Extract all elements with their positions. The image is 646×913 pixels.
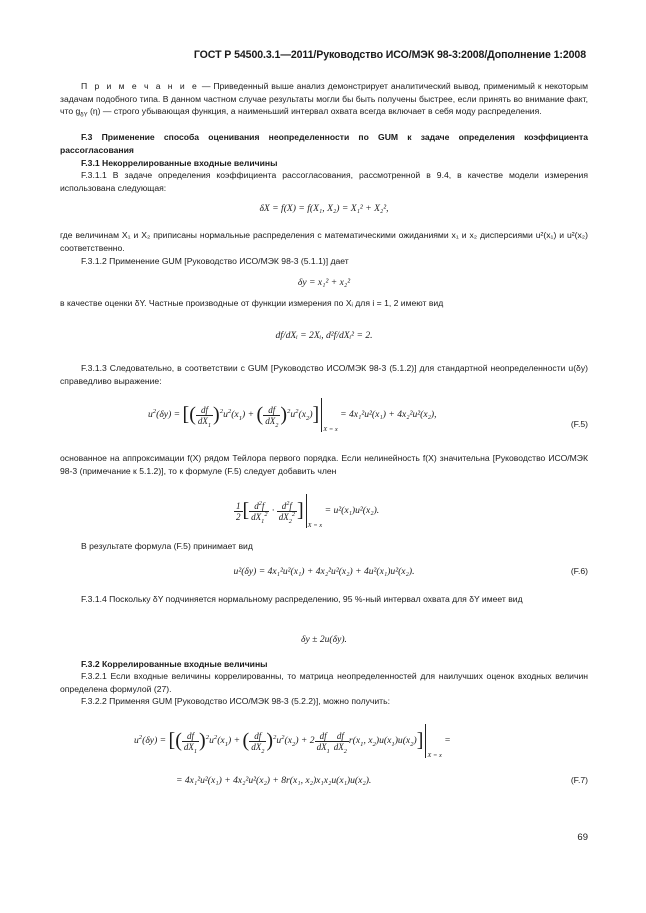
note-paragraph [60,80,588,118]
paragraph-f313-based: основанное на аппроксимации f(X) рядом Тейлора первого порядка. Если нелинейность f(X) значительна [Руководство ИСО/МЭК 98-3 (примечание к 5.1.2)], то к формуле (F.5) следует добавить член [60,453,588,476]
equation-f7-line2: = 4x₁²u²(x₁) + 4x₂²u²(x₂) + 8r(x₁, x₂)x₁x₂u(x₁)u(x₂). [176,775,372,786]
equation-estimate: δy = x₁² + x₂² [297,277,351,288]
paragraph-f321: F.3.2.1 Если входные величины коррелированны, то матрица неопределенностей для наилучших оценок входных величин определена формулой (27). [60,671,588,694]
section-f32-title: F.3.2 Коррелированные входные величины [81,659,268,669]
equation-interval: δy ± 2u(δy). [301,634,347,645]
equation-number-f6: (F.6) [570,566,588,576]
paragraph-f322: F.3.2.2 Применяя GUM [Руководство ИСО/МЭК 98-3 (5.2.2)], можно получить: [81,696,390,706]
equation-number-f5: (F.5) [570,419,588,429]
paragraph-f314: F.3.1.4 Поскольку δY подчиняется нормальному распределению, 95 %-ный интервал охвата для δY имеет вид [81,594,523,604]
equation-f7-line1: $u^2(\delta y)$ = [( $\frac{df}{dX_1}$ )$^2u^2(x_1)$ + ( $\frac{df}{dX_2}$ )$^2u^2(x_2) + 2$ $\frac{df}{dX_1}$ $\frac{df}{dX_2}$ $r(x_1$, $x_2)u(x_1)u(x_2)]_{X = x}$ = [134,724,574,759]
note-rest: (η) — строго убывающая функция, а наименьший интервал охвата всегда включает в себя моду распределения. [87,106,542,117]
equation-f5: $u^2(\delta y)$ = [( $\frac{df}{dX_1}$ )$^2u^2(x_1)$ + ( $\frac{df}{dX_2}$ )$^2u^2(x_2)]_{X = x} = 4x_1^2u^2(x_1) + 4x_2^2u^2(x_2)$, [148,398,588,433]
equation-number-f7: (F.7) [570,775,588,785]
paragraph-f312: F.3.1.2 Применение GUM [Руководство ИСО/МЭК 98-3 (5.1.1)] дает [81,256,349,266]
page-number: 69 [577,832,588,843]
paragraph-f313: F.3.1.3 Следовательно, в соответствии с GUM [Руководство ИСО/МЭК 98-3 (5.1.2)] для стандартной неопределенности u(δy) справедливо выражение: [60,363,588,386]
document-header: ГОСТ Р 54500.3.1—2011/Руководство ИСО/МЭК 98-3:2008/Дополнение 1:2008 [193,49,586,61]
paragraph-f313-result: В результате формула (F.5) принимает вид [81,541,253,551]
note-label: П р и м е ч а н и е [81,81,199,91]
equation-partials: df/dXᵢ = 2Xᵢ, d²f/dXᵢ² = 2. [275,330,373,341]
note-text: — Приведенный выше анализ демонстрирует аналитический вывод, применимый к некоторым задачам подобного типа. В данном частном случае результаты могли бы быть получены быстрее, если принять во внимание факт, что g [60,81,588,117]
section-f31-title: F.3.1 Некоррелированные входные величины [81,158,278,168]
equation-extra-rhs: = u²(x₁)u²(x₂). [324,505,380,517]
equation-extra-term: $\frac{1}{2}$ [ $\frac{d^2f}{dX_1^2}$ · $\frac{d^2f}{dX_2^2}$ ]$_{X = x} = u^2(x_1)u^2(x_2)$. [234,494,534,529]
equation-f6: u²(δy) = 4x₁²u²(x₁) + 4x₂²u²(x₂) + 4u²(x₁)u²(x₂). [233,566,415,577]
equation-model: δX = f(X) = f(X₁, X₂) = X₁² + X₂², [259,203,389,214]
equation-f5-rhs: = 4x₁²u²(x₁) + 4x₂²u²(x₂), [340,409,437,421]
paragraph-f311-where: где величинам X₁ и X₂ приписаны нормальные распределения с математическими ожиданиями x₁ и x₂ дисперсиями u²(x₁) и u²(x₂) соответственно. [60,230,588,253]
section-f3-title: F.3 Применение способа оценивания неопределенности по GUM к задаче определения коэффициента рассогласования [60,132,588,155]
paragraph-f312-estimate: в качестве оценки δY. Частные производные от функции измерения по Xᵢ для i = 1, 2 имеют вид [60,298,444,308]
paragraph-f311: F.3.1.1 В задаче определения коэффициента рассогласования, рассмотренной в 9.4, в качестве модели измерения использована следующая: [60,170,588,193]
note-subscript: δY [80,113,88,120]
